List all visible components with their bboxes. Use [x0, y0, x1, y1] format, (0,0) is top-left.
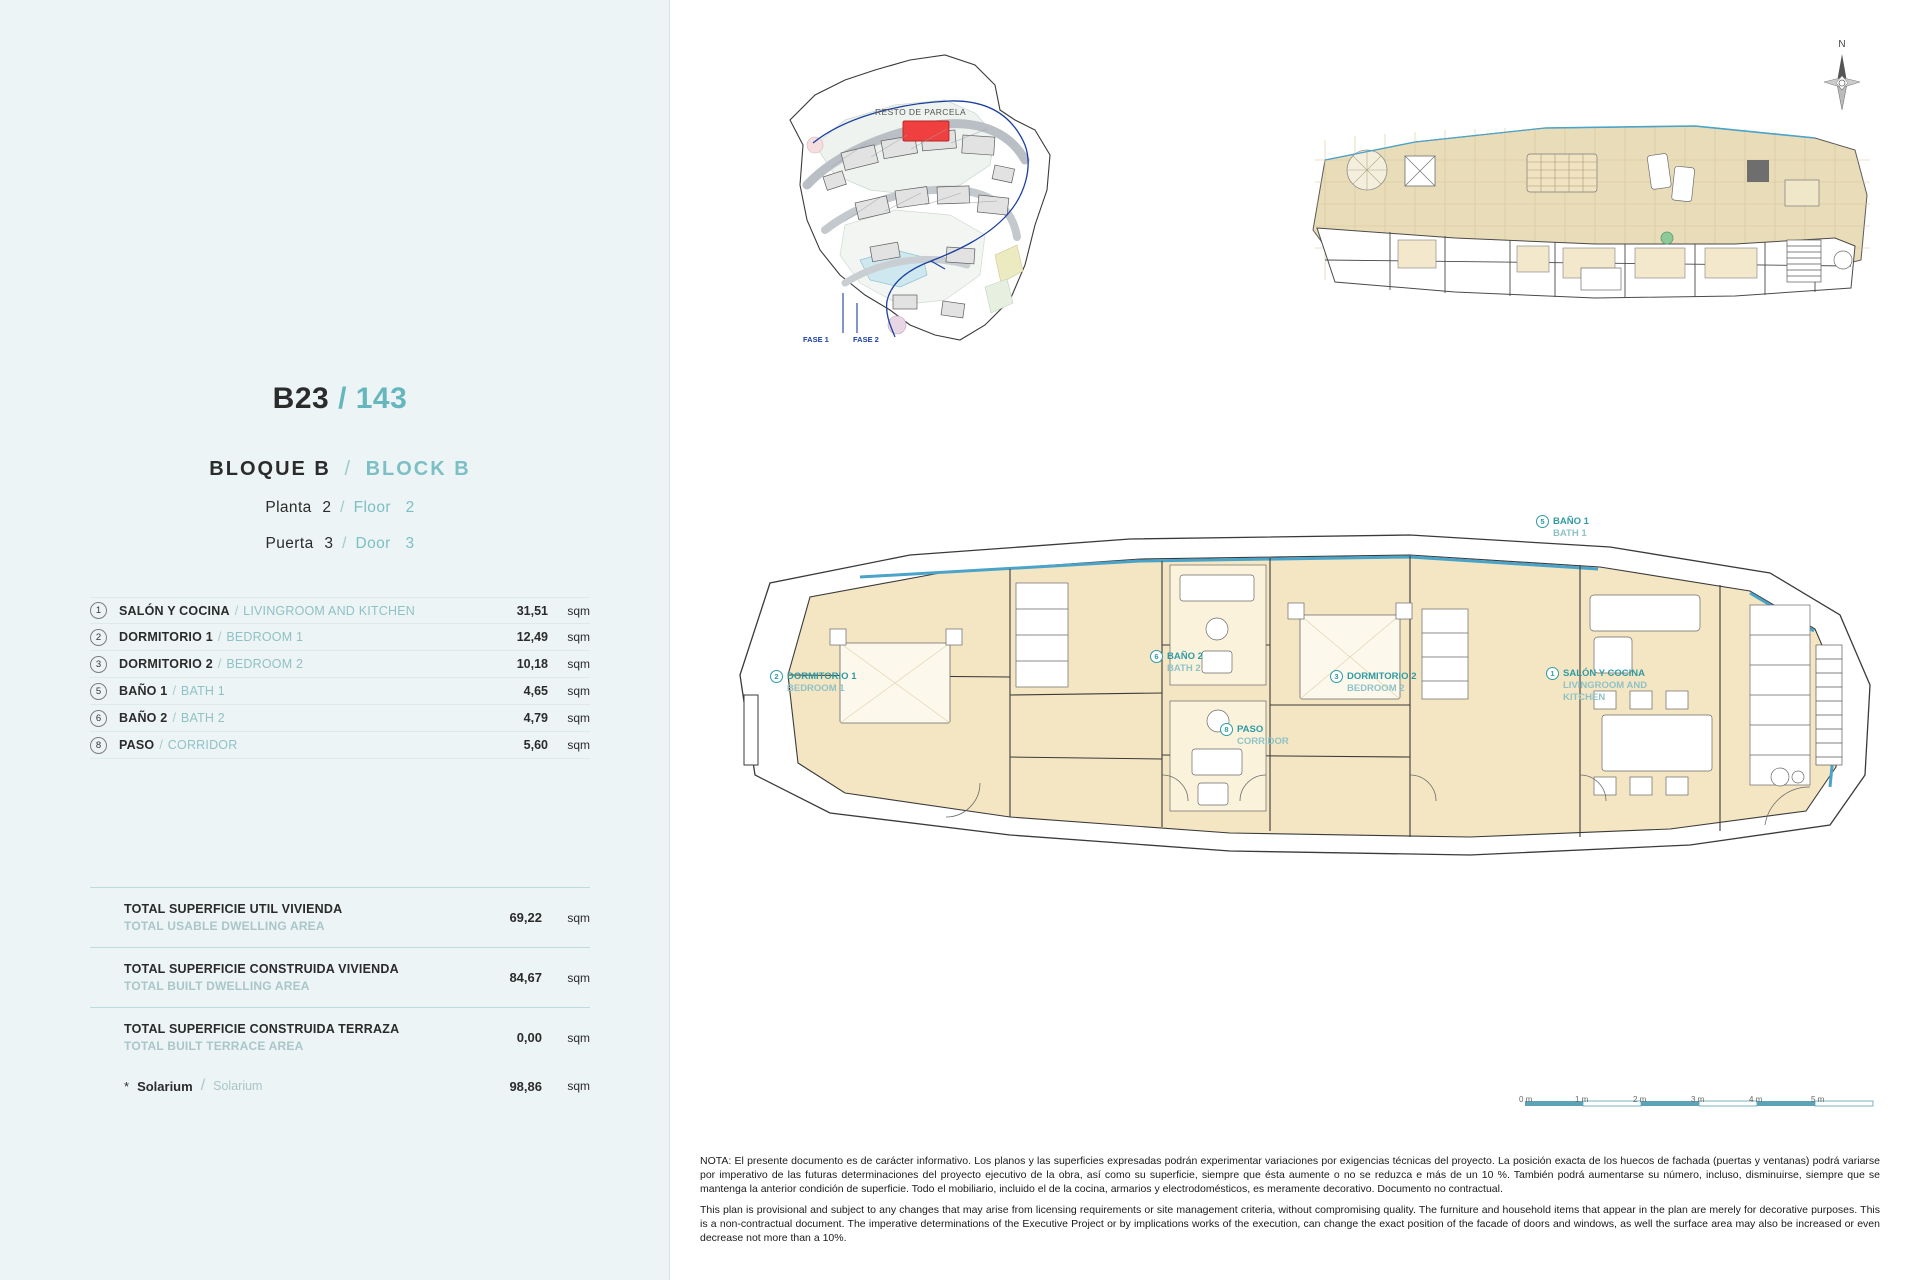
room-area-value: 12,49 [516, 630, 548, 644]
floor-plan [710, 515, 1890, 915]
total-label-en: TOTAL BUILT DWELLING AREA [124, 979, 310, 993]
total-value: 84,67 [509, 970, 542, 985]
room-name-en: BEDROOM 2 [226, 657, 304, 671]
solarium-value: 98,86 [509, 1078, 542, 1094]
total-label-es: TOTAL SUPERFICIE CONSTRUIDA VIVIENDA [124, 962, 399, 976]
plan-label-livingroom-kitchen [1546, 667, 1673, 704]
plan-badge-5: 5 [1536, 515, 1549, 528]
room-separator: / [159, 738, 163, 752]
plan-label-bath-2 [1150, 650, 1203, 675]
compass-rose [1816, 39, 1868, 114]
legal-notes [700, 1155, 1880, 1253]
room-row [90, 597, 590, 624]
plan-label-en: LIVINGROOM AND KITCHEN [1563, 680, 1648, 703]
floor-line [90, 499, 590, 517]
total-usable-row [90, 887, 590, 948]
room-number-badge: 6 [90, 710, 107, 727]
room-number-badge: 2 [90, 629, 107, 646]
room-area-value: 4,79 [523, 711, 548, 725]
block-label-es: BLOQUE [209, 458, 307, 480]
plan-badge-2: 2 [770, 670, 783, 683]
total-value: 69,22 [509, 910, 542, 925]
scale-tick-2: 2 m [1633, 1095, 1647, 1104]
total-value: 0,00 [516, 1030, 542, 1045]
door-label-en: Door [355, 535, 391, 552]
fase-2-label: FASE 2 [853, 335, 879, 344]
room-number-badge: 3 [90, 656, 107, 673]
unit-reference [90, 382, 590, 416]
room-name-en: LIVINGROOM AND KITCHEN [243, 603, 415, 618]
room-area-value: 10,18 [516, 657, 548, 671]
solarium-label-en: Solarium [213, 1079, 263, 1093]
door-label-es: Puerta [265, 535, 314, 552]
room-separator: / [172, 711, 176, 725]
room-number-badge: 8 [90, 737, 107, 754]
solarium-unit: sqm [567, 1079, 590, 1093]
room-name-es: SALÓN Y COCINA [119, 603, 230, 618]
note-spanish: NOTA: El presente documento es de carácter informativo. Los planos y las superficies expresadas podrán experimentar variaciones por exigencias técnicas del proyecto. La posición exacta de los huecos de fachada (puertas y ventanas) podrá variarse por imperativo de las futuras determinaciones del proyecto ejecutivo de la obra, así como su superficie, siempre que ésta aumente o no se reduzca e más de un 10 %. También podrá aumentarse su número, incluso, disminuirse, siempre que se mantenga la anterior condición de superficie. Todo el mobiliario, incluido el de la cocina, armarios y electrodomésticos, es meramente decorativo. Documento no contractual. [700, 1155, 1880, 1195]
room-name-es: BAÑO 1 [119, 684, 168, 698]
room-number-badge: 1 [90, 602, 107, 619]
room-name-es: BAÑO 2 [119, 711, 168, 725]
plan-label-es: BAÑO 2 [1167, 650, 1203, 662]
scale-tick-5: 5 m [1811, 1095, 1825, 1104]
block-separator: / [344, 458, 352, 480]
plan-label-bath-1 [1536, 515, 1589, 540]
plan-label-en: CORRIDOR [1237, 736, 1289, 747]
solarium-plan-graphic [1295, 120, 1895, 330]
title-block [90, 382, 590, 553]
room-row [90, 624, 590, 651]
room-separator: / [234, 603, 239, 618]
solarium-separator: / [200, 1077, 206, 1094]
room-area-unit: sqm [567, 684, 590, 698]
floor-separator: / [340, 499, 345, 516]
info-panel [0, 0, 670, 1280]
room-area-list [90, 597, 590, 759]
room-area-unit: sqm [567, 738, 590, 752]
solarium-row [90, 1067, 590, 1105]
plan-badge-3: 3 [1330, 670, 1343, 683]
room-area-unit: sqm [567, 657, 590, 671]
room-area-unit: sqm [567, 630, 590, 644]
fase-leader-lines [815, 293, 875, 339]
unit-separator: / [338, 382, 347, 415]
room-name-es: PASO [119, 738, 155, 752]
site-plan-caption: RESTO DE PARCELA [875, 107, 967, 117]
plan-label-en: BEDROOM 2 [1347, 683, 1405, 694]
floor-value-es: 2 [322, 499, 332, 516]
block-value-es: B [314, 458, 331, 480]
floor-value-en: 2 [405, 499, 415, 516]
plan-label-en: BATH 2 [1167, 663, 1201, 674]
total-label-en: TOTAL BUILT TERRACE AREA [124, 1039, 304, 1053]
door-separator: / [342, 535, 347, 552]
plan-label-es: BAÑO 1 [1553, 515, 1589, 527]
fase-1-label: FASE 1 [803, 335, 829, 344]
door-line [90, 535, 590, 553]
room-name-es: DORMITORIO 1 [119, 630, 213, 644]
note-english: This plan is provisional and subject to any changes that may arise from licensing requirements or site management criteria, without compromising quality. The furniture and household items that appear in the plan are merely for decorative purposes. This is a non-contractual document. The imperative determinations of the Executive Project or by implications works of the execution, can change the exact position of the facade of doors and windows, as well the surface area may also be increased or even decrease not more than a 10%. [700, 1203, 1880, 1244]
plan-badge-1: 1 [1546, 667, 1559, 680]
unit-number: 143 [355, 382, 408, 415]
compass-icon [1816, 42, 1868, 114]
plan-badge-8: 8 [1220, 723, 1233, 736]
plan-label-es: DORMITORIO 2 [1347, 670, 1417, 682]
room-row [90, 732, 590, 759]
room-row [90, 678, 590, 705]
total-label-es: TOTAL SUPERFICIE CONSTRUIDA TERRAZA [124, 1022, 400, 1036]
drawings-area [670, 0, 1920, 1280]
floor-label-en: Floor [353, 499, 391, 516]
totals-section [90, 887, 590, 1105]
plan-badge-6: 6 [1150, 650, 1163, 663]
scale-tick-3: 3 m [1691, 1095, 1705, 1104]
block-label-en: BLOCK [365, 458, 447, 480]
solarium-star-icon: * [124, 1078, 130, 1094]
room-separator: / [217, 630, 222, 644]
room-area-value: 31,51 [516, 603, 548, 618]
room-area-value: 4,65 [523, 684, 548, 698]
plan-label-es: DORMITORIO 1 [787, 670, 857, 682]
total-unit: sqm [567, 1030, 590, 1045]
door-value-es: 3 [324, 535, 334, 552]
room-name-en: BATH 2 [180, 711, 225, 725]
solarium-label-es: Solarium [137, 1078, 193, 1094]
room-separator: / [172, 684, 176, 698]
block-value-en: B [454, 458, 471, 480]
total-unit: sqm [567, 910, 590, 925]
total-built-row [90, 948, 590, 1008]
floor-label-es: Planta [265, 499, 312, 516]
plan-label-bedroom-2 [1330, 670, 1417, 695]
plan-label-bedroom-1 [770, 670, 857, 695]
room-name-es: DORMITORIO 2 [119, 657, 213, 671]
scale-tick-1: 1 m [1575, 1095, 1589, 1104]
room-name-en: CORRIDOR [167, 738, 238, 752]
scale-bar [1519, 1095, 1875, 1125]
solarium-plan [1295, 120, 1895, 330]
plan-label-en: BEDROOM 1 [787, 683, 845, 694]
total-unit: sqm [567, 970, 590, 985]
door-value-en: 3 [405, 535, 415, 552]
unit-code: B23 [272, 382, 330, 415]
room-name-en: BEDROOM 1 [226, 630, 304, 644]
room-row [90, 705, 590, 732]
site-location-plan [695, 25, 1115, 425]
floor-plan-graphic [710, 525, 1890, 915]
scale-tick-4: 4 m [1749, 1095, 1763, 1104]
room-area-value: 5,60 [523, 738, 548, 752]
room-area-unit: sqm [567, 603, 590, 618]
total-label-en: TOTAL USABLE DWELLING AREA [124, 919, 325, 933]
total-label-es: TOTAL SUPERFICIE UTIL VIVIENDA [124, 902, 343, 916]
plan-label-es: PASO [1237, 723, 1264, 735]
plan-label-en: BATH 1 [1553, 528, 1587, 539]
room-separator: / [217, 657, 222, 671]
room-name-en: BATH 1 [180, 684, 225, 698]
scale-tick-0: 0 m [1519, 1095, 1533, 1104]
room-area-unit: sqm [567, 711, 590, 725]
total-terrace-row [90, 1008, 590, 1067]
block-line [90, 458, 590, 481]
room-row [90, 651, 590, 678]
room-number-badge: 5 [90, 683, 107, 700]
plan-label-es: SALÓN Y COCINA [1563, 667, 1645, 679]
plan-label-corridor [1220, 723, 1289, 748]
compass-north-label: N [1838, 39, 1846, 50]
site-plan-graphic [695, 25, 1115, 425]
